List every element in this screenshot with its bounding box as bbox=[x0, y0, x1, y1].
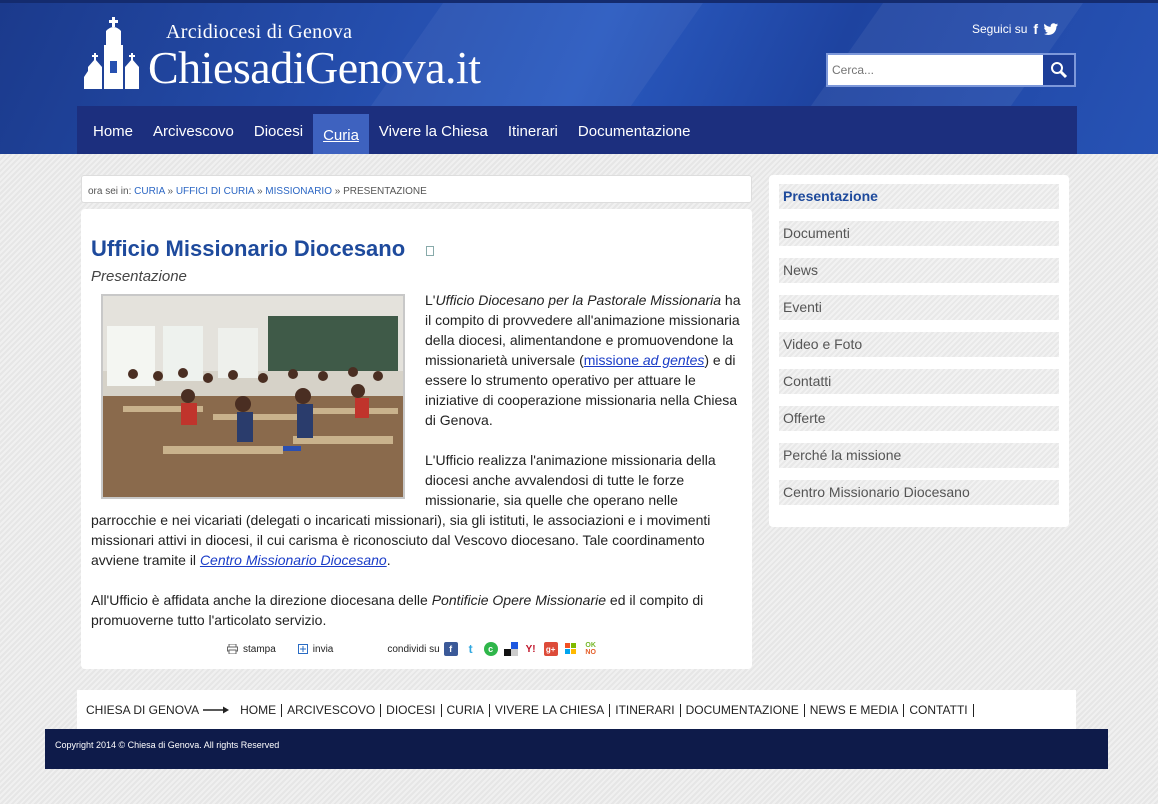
plus-icon bbox=[298, 644, 308, 654]
article-paragraph: L'Ufficio Diocesano per la Pastorale Missionaria ha il compito di provvedere all'animazione missionaria della diocesi, alimentandone e promuovendone la missionarietà universale (missione ad gentes) e di essere lo strumento operativo per attuare le iniziative di cooperazione missionaria nella Chiesa di Genova. bbox=[425, 292, 741, 428]
sidebar bbox=[769, 175, 1069, 527]
delicious-icon[interactable] bbox=[504, 642, 518, 656]
nav-item-documentazione[interactable]: Documentazione bbox=[577, 123, 691, 140]
sidebar-item-centro-missionario[interactable]: Centro Missionario Diocesano bbox=[779, 480, 1059, 505]
logo-title: ChiesadiGenova.it bbox=[148, 42, 481, 93]
logo-subtitle: Arcidiocesi di Genova bbox=[166, 21, 353, 43]
nav-item-home[interactable]: Home bbox=[93, 123, 134, 140]
sidebar-item-offerte[interactable]: Offerte bbox=[779, 406, 1059, 431]
print-label: stampa bbox=[243, 643, 276, 655]
church-logo-icon bbox=[84, 17, 148, 89]
footer-link-vivere-la-chiesa[interactable]: VIVERE LA CHIESA bbox=[490, 704, 610, 717]
search-button[interactable] bbox=[1043, 55, 1074, 85]
copyright-bar bbox=[45, 729, 1108, 769]
sidebar-item-news[interactable]: News bbox=[779, 258, 1059, 283]
article-paragraph: L'Ufficio realizza l'animazione missionaria della diocesi anche avvalendosi di tutte le forze missionarie, sia quelle che operano nelle parrocchie e nei vicariati (delegati o incaricati missionari), sia gli istituti, le associazioni e i movimenti missionari attivi in diocesi, il cui carisma è riconosciuto dal Vescovo diocesano. Tale coordinamento avviene tramite il Centro Missionario Diocesano. bbox=[91, 452, 716, 568]
breadcrumb-link[interactable]: CURIA bbox=[134, 186, 165, 197]
footer-link-contatti[interactable]: CONTATTI bbox=[904, 704, 973, 717]
nav-item-itinerari[interactable]: Itinerari bbox=[507, 123, 558, 140]
page-title: Ufficio Missionario Diocesano bbox=[91, 236, 406, 261]
share-bar bbox=[227, 642, 598, 656]
twitter-icon[interactable]: t bbox=[464, 642, 478, 656]
send-label: invia bbox=[312, 643, 334, 655]
classroom-photo bbox=[101, 294, 405, 499]
breadcrumb bbox=[81, 175, 752, 203]
breadcrumb-link[interactable]: MISSIONARIO bbox=[265, 186, 332, 197]
footer-brand: CHIESA DI GENOVA bbox=[86, 703, 200, 717]
print-action[interactable] bbox=[227, 644, 276, 655]
footer-link-curia[interactable]: CURIA bbox=[442, 704, 490, 717]
nav-item-vivere-la-chiesa[interactable]: Vivere la Chiesa bbox=[378, 123, 488, 140]
breadcrumb-link[interactable]: UFFICI DI CURIA bbox=[175, 186, 255, 197]
google-plus-icon[interactable]: g+ bbox=[544, 642, 558, 656]
social-follow bbox=[972, 21, 1058, 37]
oknotizie-icon[interactable]: OK NO bbox=[585, 642, 596, 656]
article-paragraph: All'Ufficio è affidata anche la direzione diocesana delle Pontificie Opere Missionarie ed il compito di promuoverne tutto l'articolato servizio. bbox=[91, 592, 704, 628]
breadcrumb-separator: » bbox=[256, 186, 263, 197]
facebook-icon[interactable]: f bbox=[444, 642, 458, 656]
search-input[interactable] bbox=[832, 58, 1042, 82]
share-label: condividi su bbox=[387, 643, 440, 655]
copyright-text: Copyright 2014 © Chiesa di Genova. All rights Reserved bbox=[55, 740, 280, 750]
sidebar-item-documenti[interactable]: Documenti bbox=[779, 221, 1059, 246]
classroom-image bbox=[103, 296, 403, 497]
arrow-right-icon bbox=[203, 706, 229, 714]
send-action[interactable] bbox=[298, 644, 334, 655]
site-header bbox=[0, 0, 1158, 154]
footer-link-arcivescovo[interactable]: ARCIVESCOVO bbox=[282, 704, 381, 717]
site-logo[interactable] bbox=[84, 9, 554, 93]
sidebar-item-video-e-foto[interactable]: Video e Foto bbox=[779, 332, 1059, 357]
nav-item-diocesi[interactable]: Diocesi bbox=[253, 123, 304, 140]
nav-item-arcivescovo[interactable]: Arcivescovo bbox=[153, 123, 234, 140]
printer-icon bbox=[227, 644, 238, 654]
footer-link-home[interactable]: HOME bbox=[235, 704, 282, 717]
facebook-icon[interactable]: f bbox=[1033, 21, 1039, 37]
yahoo-icon[interactable]: Y! bbox=[525, 643, 536, 655]
breadcrumb-separator: » bbox=[167, 186, 174, 197]
windows-live-icon[interactable] bbox=[564, 642, 578, 656]
breadcrumb-separator: » bbox=[334, 186, 341, 197]
footer-link-diocesi[interactable]: DIOCESI bbox=[381, 704, 441, 717]
article-panel bbox=[81, 209, 752, 669]
centro-missionario-link[interactable]: Centro Missionario Diocesano bbox=[199, 552, 387, 568]
sidebar-item-contatti[interactable]: Contatti bbox=[779, 369, 1059, 394]
missione-ad-gentes-link[interactable]: missione ad gentes bbox=[583, 352, 705, 368]
twitter-icon[interactable] bbox=[1044, 23, 1058, 35]
sidebar-item-presentazione[interactable]: Presentazione bbox=[779, 184, 1059, 209]
footer-nav bbox=[77, 690, 1076, 730]
sidebar-item-perche-la-missione[interactable]: Perché la missione bbox=[779, 443, 1059, 468]
share-icons bbox=[444, 642, 598, 656]
whatsapp-icon[interactable]: c bbox=[484, 642, 498, 656]
breadcrumb-prefix: ora sei in: bbox=[88, 186, 132, 197]
page-subtitle: Presentazione bbox=[91, 268, 187, 285]
footer-link-news-e-media[interactable]: NEWS E MEDIA bbox=[805, 704, 905, 717]
breadcrumb-current: PRESENTAZIONE bbox=[343, 186, 427, 197]
search-box bbox=[826, 53, 1076, 87]
nav-item-curia[interactable]: Curia bbox=[313, 114, 369, 154]
footer-link-documentazione[interactable]: DOCUMENTAZIONE bbox=[681, 704, 805, 717]
search-icon bbox=[1050, 61, 1068, 79]
document-icon[interactable] bbox=[426, 246, 434, 256]
footer-link-itinerari[interactable]: ITINERARI bbox=[610, 704, 680, 717]
sidebar-item-eventi[interactable]: Eventi bbox=[779, 295, 1059, 320]
main-nav bbox=[77, 106, 1077, 154]
follow-label: Seguici su bbox=[972, 22, 1028, 36]
